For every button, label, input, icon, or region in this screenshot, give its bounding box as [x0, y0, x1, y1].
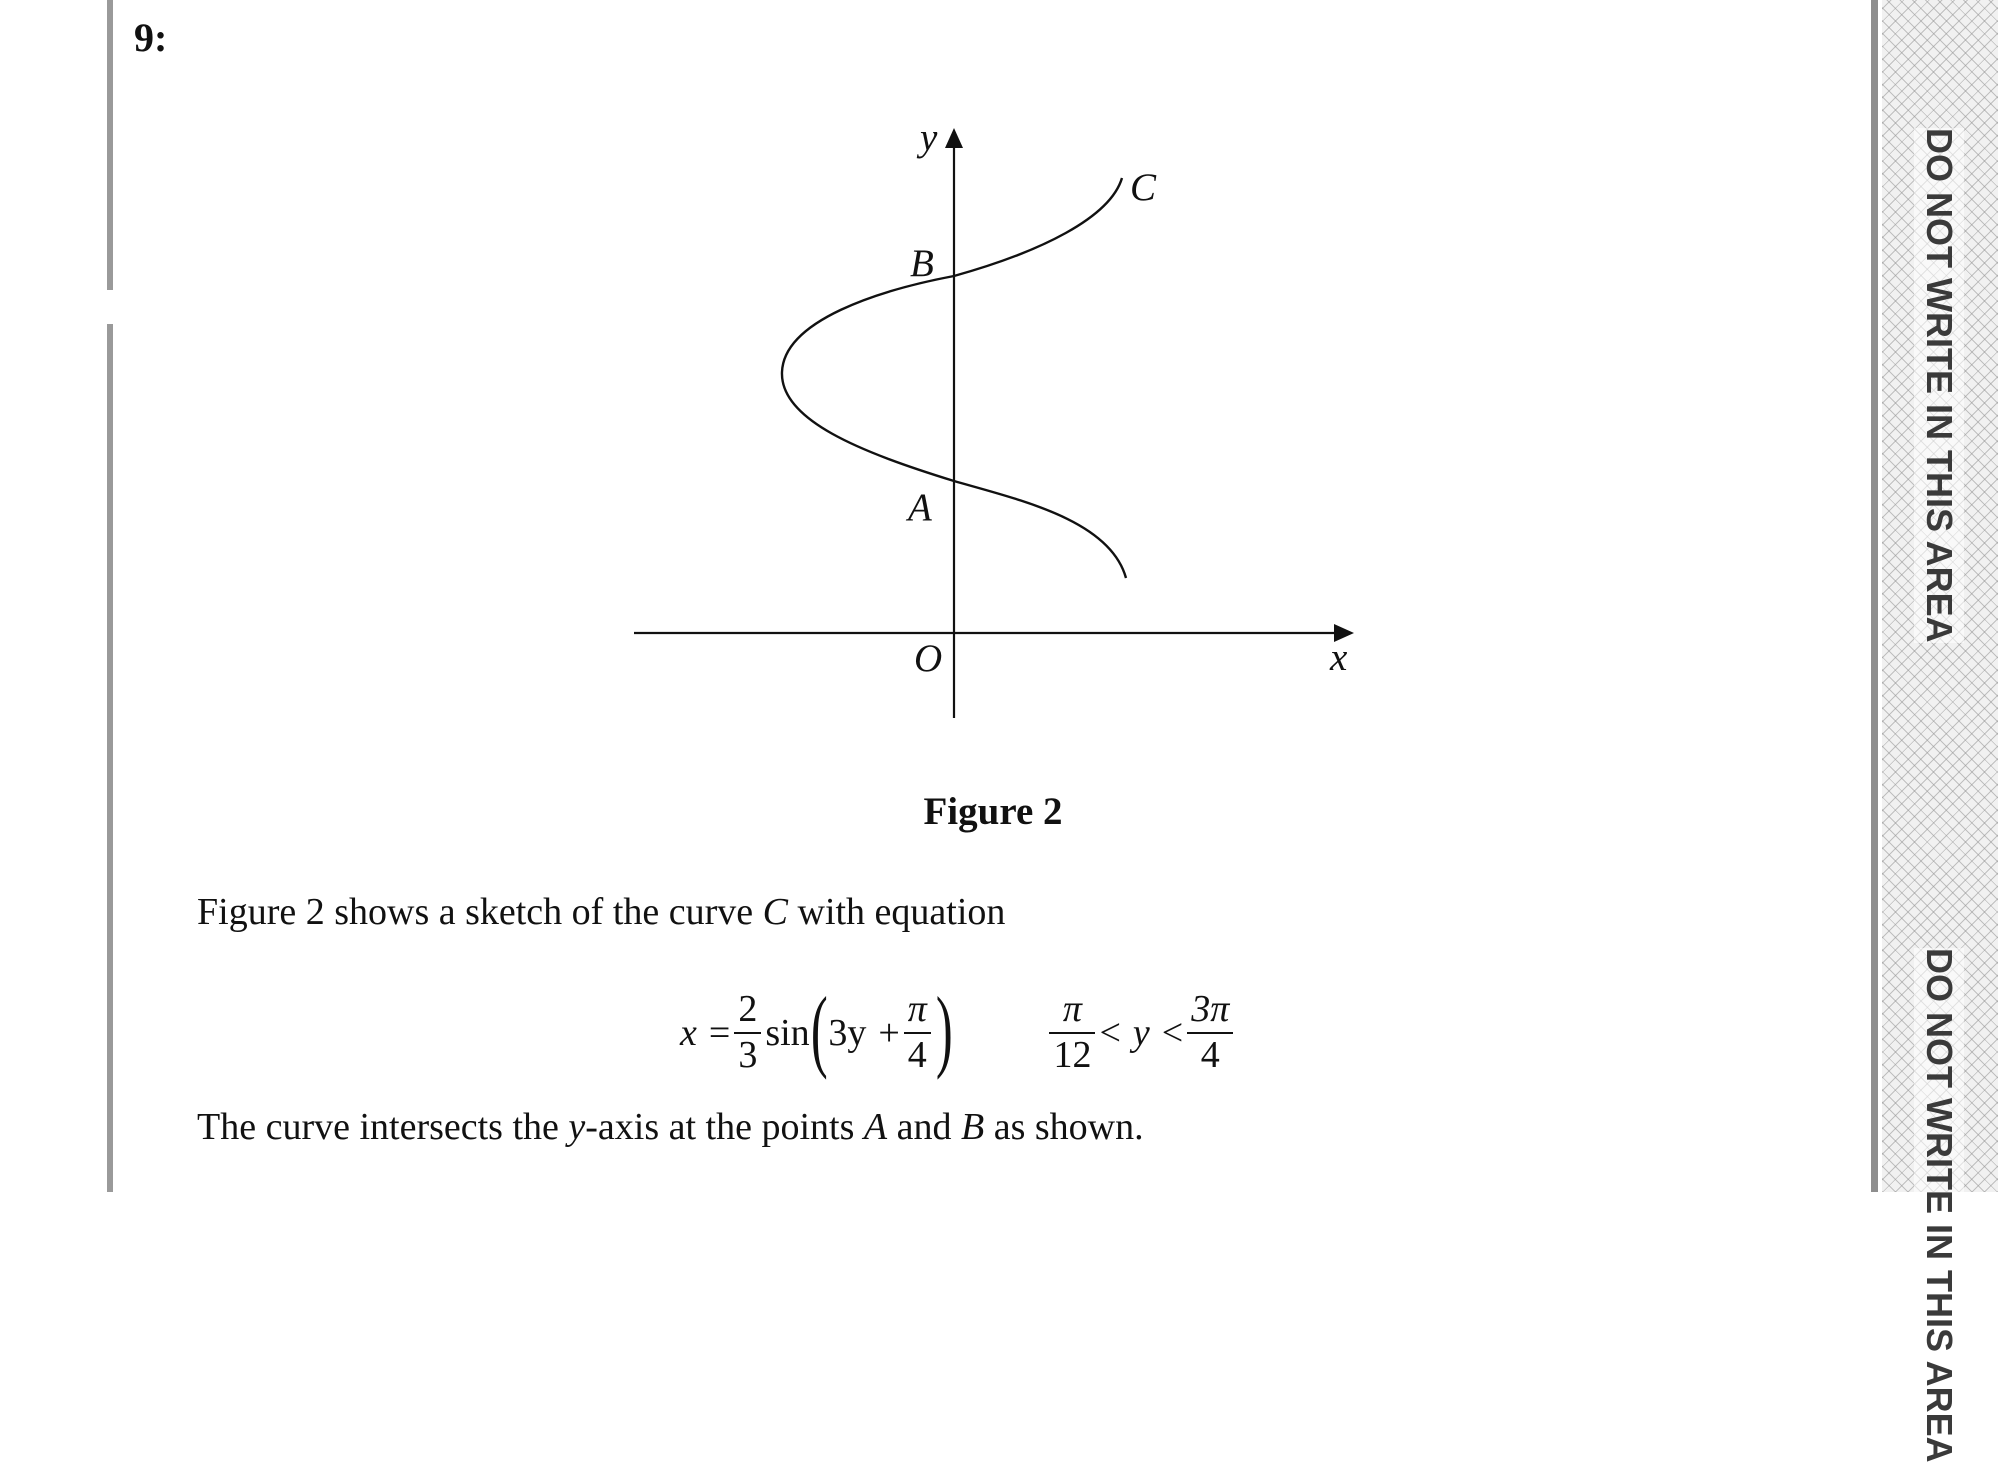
right-margin-rule — [1871, 0, 1878, 1192]
sine-function: sin — [765, 1012, 810, 1054]
intersect-point-a: A — [863, 1106, 888, 1148]
figure-caption: Figure 2 — [923, 790, 1063, 833]
close-paren: ) — [935, 978, 953, 1080]
margin-warning-2: DO NOT WRITE IN THIS AREA — [1914, 948, 1964, 1463]
coefficient-numerator: 2 — [738, 988, 758, 1031]
equation-lhs: x — [680, 1012, 697, 1054]
range-low-denominator: 12 — [1053, 1034, 1092, 1076]
range-low-fraction — [1049, 990, 1095, 1076]
coefficient-denominator: 3 — [738, 1034, 758, 1076]
origin-label: O — [914, 637, 943, 680]
range-high-numerator: 3π — [1191, 988, 1230, 1031]
intersect-text — [197, 1108, 1144, 1146]
less-than-1: < — [1099, 1012, 1121, 1054]
figure-2-sketch — [0, 0, 1860, 760]
margin-warning-1: DO NOT WRITE IN THIS AREA — [1914, 128, 1964, 643]
intro-curve-name: C — [762, 891, 788, 933]
intersect-mid: -axis at the points — [585, 1106, 864, 1148]
point-a-label: A — [908, 486, 932, 529]
term-3y: 3y — [828, 1012, 867, 1054]
intersect-and: and — [887, 1106, 961, 1148]
curve-c-label: C — [1130, 166, 1157, 209]
open-paren: ( — [810, 978, 828, 1080]
coefficient-fraction — [734, 990, 761, 1076]
plus-sign: + — [878, 1012, 900, 1054]
intro-suffix: with equation — [788, 891, 1006, 933]
intro-prefix: Figure 2 shows a sketch of the curve — [197, 891, 763, 933]
range-variable: y — [1132, 1012, 1150, 1054]
y-axis-arrow — [945, 128, 963, 148]
intersect-point-b: B — [960, 1106, 985, 1148]
pi-over-4-fraction — [904, 990, 931, 1076]
intersect-suffix: as shown. — [984, 1106, 1144, 1148]
intersect-axis: y — [568, 1106, 586, 1148]
equation-equals: = — [708, 1012, 731, 1054]
intersect-prefix: The curve intersects the — [197, 1106, 569, 1148]
question-number: 9: — [134, 15, 168, 60]
curve-equation — [680, 978, 1237, 1088]
range-low-numerator: π — [1062, 988, 1082, 1031]
x-axis-label: x — [1330, 636, 1348, 679]
y-axis-label: y — [920, 116, 938, 159]
pi-numerator: π — [907, 988, 927, 1031]
point-b-label: B — [910, 242, 934, 285]
intro-text — [197, 893, 1005, 931]
range-high-fraction — [1187, 990, 1233, 1076]
pi-denominator: 4 — [907, 1034, 927, 1076]
less-than-2: < — [1161, 1012, 1184, 1054]
range-high-denominator: 4 — [1200, 1034, 1220, 1076]
